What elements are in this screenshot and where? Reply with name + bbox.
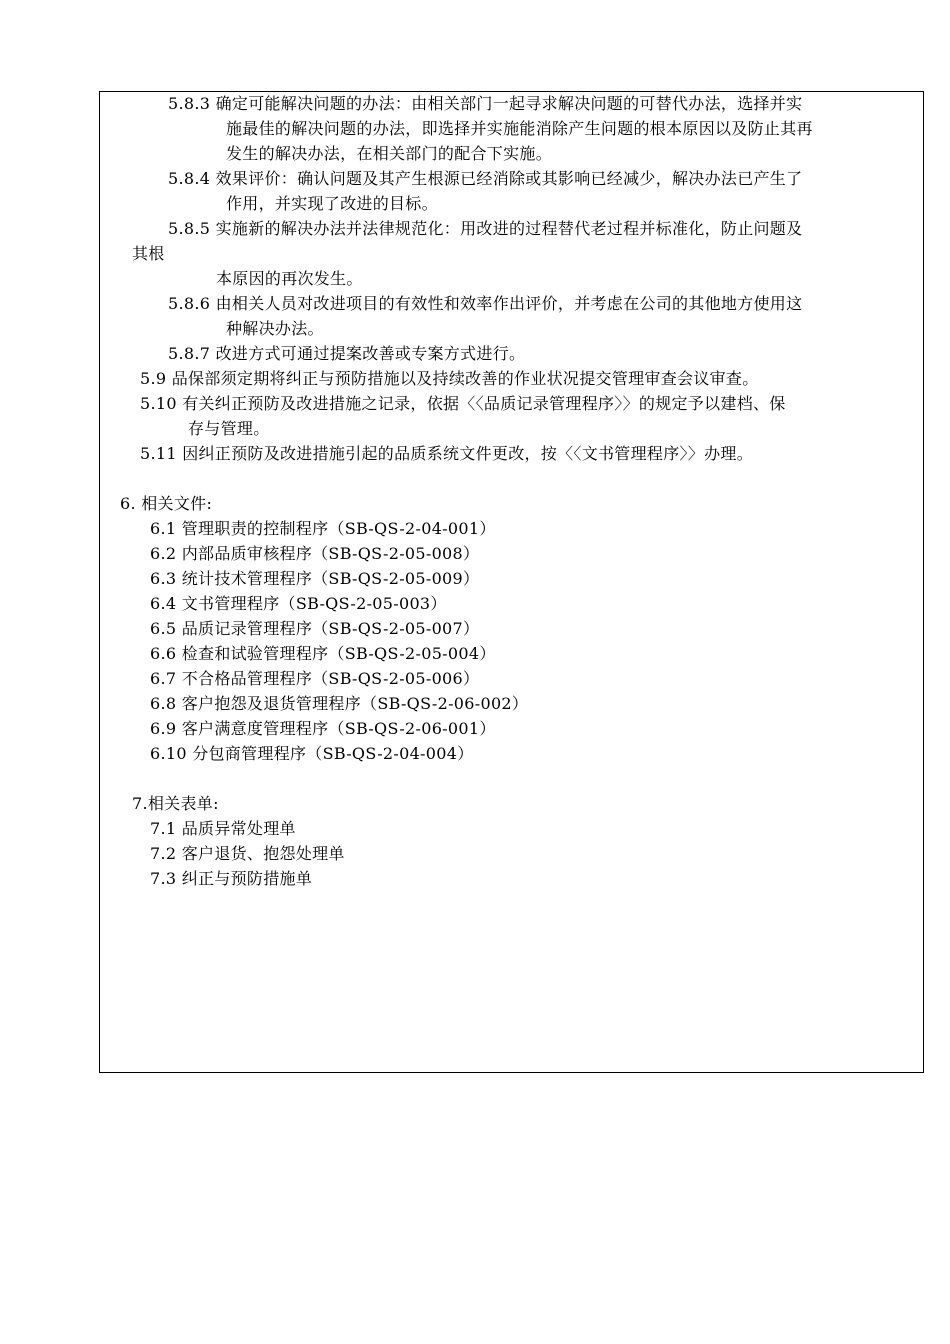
list-item: 7.2 客户退货、抱怨处理单 (150, 844, 345, 863)
section-5-10-line-1: 5.10 有关纠正预防及改进措施之记录，依据〈〈品质记录管理程序〉〉的规定予以建档、保 (140, 394, 786, 413)
list-item: 7.1 品质异常处理单 (150, 819, 296, 838)
list-item: 6.7 不合格品管理程序（SB-QS-2-05-006） (150, 669, 480, 688)
list-item: 6.2 内部品质审核程序（SB-QS-2-05-008） (150, 544, 480, 563)
list-item: 6.9 客户满意度管理程序（SB-QS-2-06-001） (150, 719, 496, 738)
list-item: 6.5 品质记录管理程序（SB-QS-2-05-007） (150, 619, 480, 638)
list-item: 6.1 管理职责的控制程序（SB-QS-2-04-001） (150, 519, 496, 538)
list-item: 6.3 统计技术管理程序（SB-QS-2-05-009） (150, 569, 480, 588)
section-5-8-7: 5.8.7 改进方式可通过提案改善或专案方式进行。 (168, 344, 526, 363)
section-5-8-5-line-2: 其根 (132, 244, 165, 263)
section-5-10-line-2: 存与管理。 (188, 419, 270, 438)
section-5-9: 5.9 品保部须定期将纠正与预防措施以及持续改善的作业状况提交管理审查会议审查。 (140, 369, 759, 388)
section-5-8-6-line-1: 5.8.6 由相关人员对改进项目的有效性和效率作出评价，并考虑在公司的其他地方使用这 (168, 294, 803, 313)
section-5-8-6-line-2: 种解决办法。 (226, 319, 324, 338)
section-5-8-3-line-1: 5.8.3 确定可能解决问题的办法：由相关部门一起寻求解决问题的可替代办法，选择并实 (168, 94, 803, 113)
list-item: 6.8 客户抱怨及退货管理程序（SB-QS-2-06-002） (150, 694, 529, 713)
list-item: 6.10 分包商管理程序（SB-QS-2-04-004） (150, 744, 474, 763)
section-5-8-4-line-2: 作用，并实现了改进的目标。 (226, 194, 438, 213)
section-5-8-5-line-3: 本原因的再次发生。 (216, 269, 363, 288)
section-5-8-3-line-3: 发生的解决办法，在相关部门的配合下实施。 (226, 144, 553, 163)
list-item: 6.4 文书管理程序（SB-QS-2-05-003） (150, 594, 447, 613)
list-item: 6.6 检查和试验管理程序（SB-QS-2-05-004） (150, 644, 496, 663)
list-item: 7.3 纠正与预防措施单 (150, 869, 313, 888)
section-5-8-5-line-1: 5.8.5 实施新的解决办法并法律规范化：用改进的过程替代老过程并标准化，防止问题及 (168, 219, 803, 238)
section-5-8-4-line-1: 5.8.4 效果评价：确认问题及其产生根源已经消除或其影响已经减少，解决办法已产生了 (168, 169, 803, 188)
section-5-11: 5.11 因纠正预防及改进措施引起的品质系统文件更改，按〈〈文书管理程序〉〉办理。 (140, 444, 754, 463)
section-5-8-3-line-2: 施最佳的解决问题的办法，即选择并实施能消除产生问题的根本原因以及防止其再 (226, 119, 813, 138)
section-7-heading: 7.相关表单: (132, 794, 219, 813)
section-6-heading: 6. 相关文件: (120, 494, 213, 513)
